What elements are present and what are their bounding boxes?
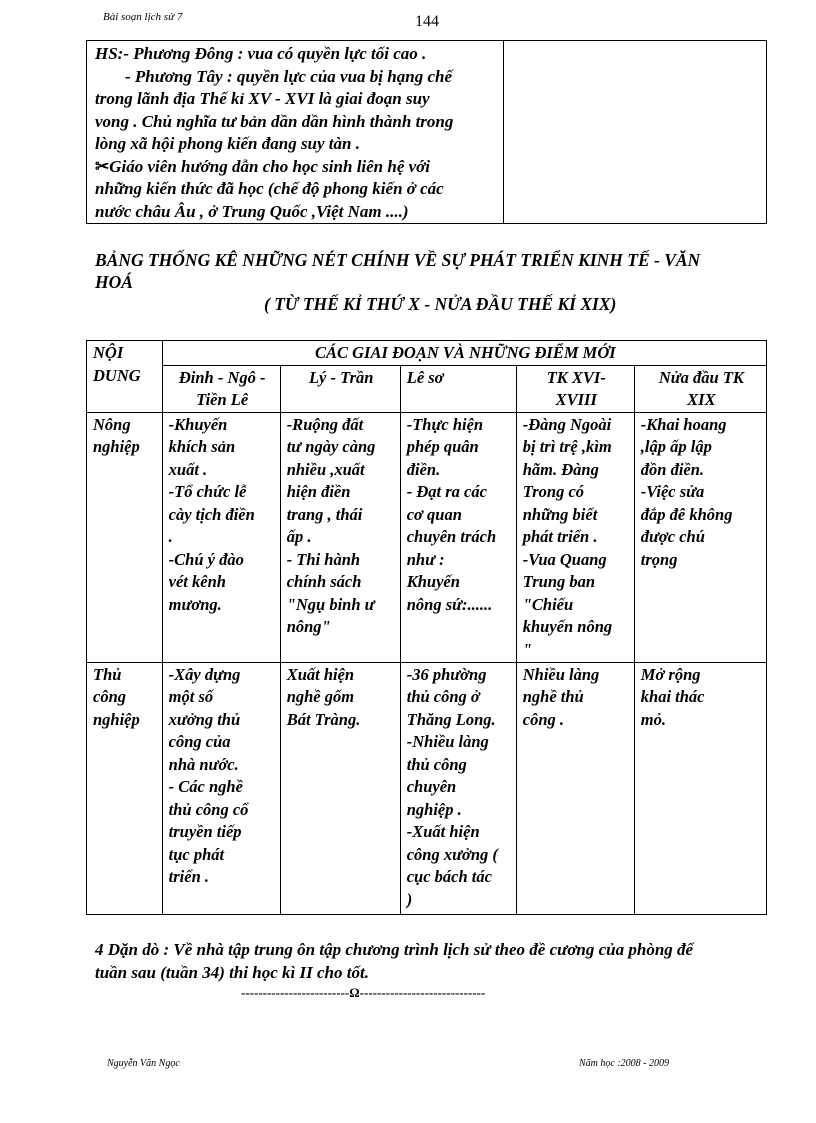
footer-school-year: Năm học :2008 - 2009 xyxy=(579,1058,669,1069)
economy-culture-table xyxy=(86,340,767,915)
table-cell: -Thực hiện phép quân điền. - Đạt ra các cơ quan chuyên trách như : Khuyến nông sứ:...... xyxy=(400,412,516,662)
homework-note-line2: tuần sau (tuần 34) thi học kì II cho tốt. xyxy=(95,963,369,982)
periods-group-header: CÁC GIAI ĐOẠN VÀ NHỮNG ĐIỂM MỚI xyxy=(162,341,766,366)
separator: -------------------------Ω----------------------------- xyxy=(241,985,486,1000)
teacher-notes-text xyxy=(87,41,504,223)
notes-line: trong lãnh địa Thế kỉ XV - XVI là giai đoạn suy xyxy=(95,89,430,108)
teacher-notes-box xyxy=(86,40,767,224)
row-label: Nông nghiệp xyxy=(87,412,163,662)
notes-line: HS:- Phương Đông : vua có quyền lực tối cao . xyxy=(95,44,427,63)
notes-line: nước châu Âu , ở Trung Quốc ,Việt Nam ....) xyxy=(95,201,409,221)
table-title xyxy=(95,249,700,293)
table-cell: -Khai hoang ,lập ấp lập đồn điền. -Việc sửa đắp đê không được chú trọng xyxy=(634,412,766,662)
page-number: 144 xyxy=(415,13,439,30)
content-header: NỘI DUNG xyxy=(87,341,163,413)
header-subject: Bài soạn lịch sử 7 xyxy=(103,11,183,23)
notes-line: vong . Chủ nghĩa tư bản dần dần hình thành trong xyxy=(95,111,454,131)
notes-line: những kiến thức đã học (chế độ phong kiến ở các xyxy=(95,179,444,198)
period-header: Đinh - Ngô - Tiền Lê xyxy=(162,365,280,412)
table-cell: -Khuyến khích sản xuất . -Tổ chức lễ cày tịch điền . -Chú ý đào vét kênh mương. xyxy=(162,412,280,662)
notes-line: lòng xã hội phong kiến đang suy tàn . xyxy=(95,134,360,153)
period-header: Lê sơ xyxy=(400,365,516,412)
table-cell: -Ruộng đất tư ngày càng nhiều ,xuất hiện điền trang , thái ấp . - Thi hành chính sách "Ngụ binh ư nông" xyxy=(280,412,400,662)
table-cell: -Xây dựng một số xưởng thủ công của nhà nước. - Các nghề thủ công cổ truyền tiếp tục phát triển . xyxy=(162,662,280,914)
table-cell: Mở rộng khai thác mỏ. xyxy=(634,662,766,914)
homework-note-line1: 4 Dặn dò : Về nhà tập trung ôn tập chương trình lịch sử theo đề cương của phòng để xyxy=(95,940,694,959)
period-header: Nửa đầu TK XIX xyxy=(634,365,766,412)
notes-line: - Phương Tây : quyền lực của vua bị hạng chế xyxy=(125,66,452,86)
table-title-line1: BẢNG THỐNG KÊ NHỮNG NÉT CHÍNH VỀ SỰ PHÁT TRIỂN KINH TẾ - VĂN xyxy=(95,250,701,270)
table-cell: Nhiều làng nghề thủ công . xyxy=(516,662,634,914)
table-cell: -Đàng Ngoài bị trì trệ ,kìm hãm. Đàng Trong có những biết phát triển . -Vua Quang Trung ban "Chiếu khuyến nông " xyxy=(516,412,634,662)
table-title-line2: HOÁ xyxy=(95,272,133,292)
period-header: TK XVI- XVIII xyxy=(516,365,634,412)
table-row-agriculture xyxy=(87,412,767,662)
table-cell: -36 phường thủ công ở Thăng Long. -Nhiều làng thủ công chuyên nghiệp . -Xuất hiện công xưởng ( cục bách tác ) xyxy=(400,662,516,914)
homework-note xyxy=(95,938,765,984)
book-icon: Ω xyxy=(349,985,360,1000)
scissors-icon: ✂ xyxy=(95,156,110,176)
footer-author: Nguyễn Văn Ngọc xyxy=(107,1058,180,1069)
notes-line-text: Giáo viên hướng dẫn cho học sinh liên hệ với xyxy=(109,156,431,176)
table-row-handicraft xyxy=(87,662,767,914)
table-cell: Xuất hiện nghề gốm Bát Tràng. xyxy=(280,662,400,914)
notes-line-teacher xyxy=(95,156,503,179)
row-label: Thủ công nghiệp xyxy=(87,662,163,914)
period-header: Lý - Trần xyxy=(280,365,400,412)
table-subtitle: ( TỪ THẾ KỈ THỨ X - NỬA ĐẦU THẾ KỈ XIX) xyxy=(264,294,617,314)
